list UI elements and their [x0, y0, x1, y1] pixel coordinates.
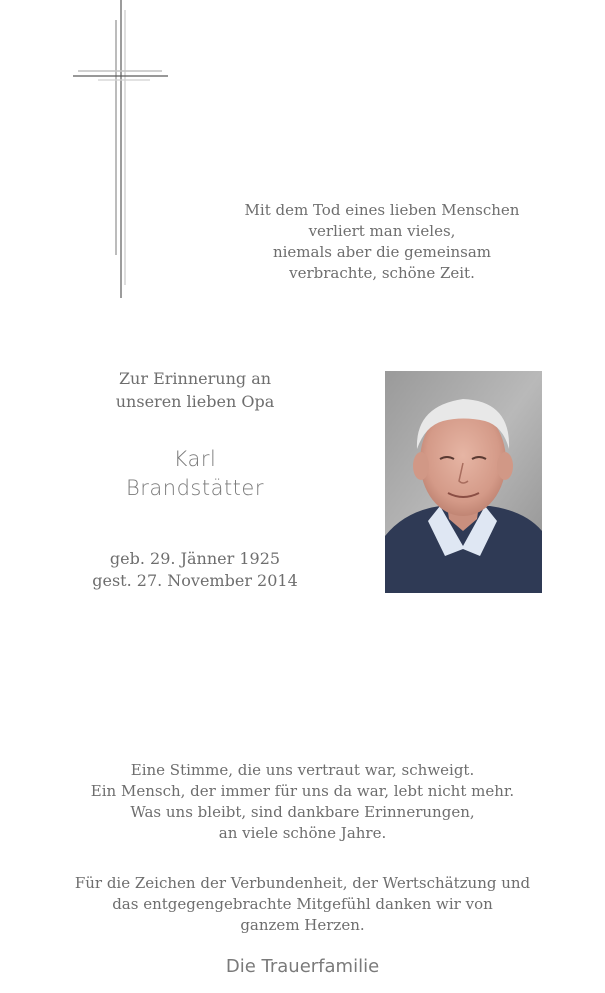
quote-text [232, 200, 532, 284]
quote-line: verliert man vieles, [308, 222, 456, 240]
life-dates [70, 548, 320, 592]
thanks-line: Für die Zeichen der Verbundenheit, der Wertschätzung und [74, 874, 531, 892]
quote-line: Mit dem Tod eines lieben Menschen [244, 201, 520, 219]
intro-line: unseren lieben Opa [115, 392, 275, 411]
memorial-intro [80, 367, 310, 413]
cross-icon [70, 0, 170, 300]
verse-line: Ein Mensch, der immer für uns da war, lebt nicht mehr. [90, 782, 515, 800]
portrait-image [385, 371, 542, 593]
thanks-line: ganzem Herzen. [240, 916, 365, 934]
verse-line: an viele schöne Jahre. [218, 824, 387, 842]
intro-line: Zur Erinnerung an [118, 369, 272, 388]
death-date: gest. 27. November 2014 [92, 571, 298, 590]
thanks-line: das entgegengebrachte Mitgefühl danken wir von [112, 895, 493, 913]
quote-line: verbrachte, schöne Zeit. [289, 264, 475, 282]
verse-line: Was uns bleibt, sind dankbare Erinnerungen, [130, 803, 475, 821]
verse-line: Eine Stimme, die uns vertraut war, schweigt. [130, 761, 475, 779]
family-signature: Die Trauerfamilie [225, 956, 380, 977]
deceased-name [80, 445, 310, 503]
quote-line: niemals aber die gemeinsam [272, 243, 492, 261]
birth-date: geb. 29. Jänner 1925 [109, 549, 281, 568]
first-name: Karl [173, 447, 217, 471]
portrait-photo [385, 371, 542, 593]
verse-text [60, 760, 545, 844]
thanks-text [60, 873, 545, 936]
last-name: Brandstätter [126, 476, 264, 500]
